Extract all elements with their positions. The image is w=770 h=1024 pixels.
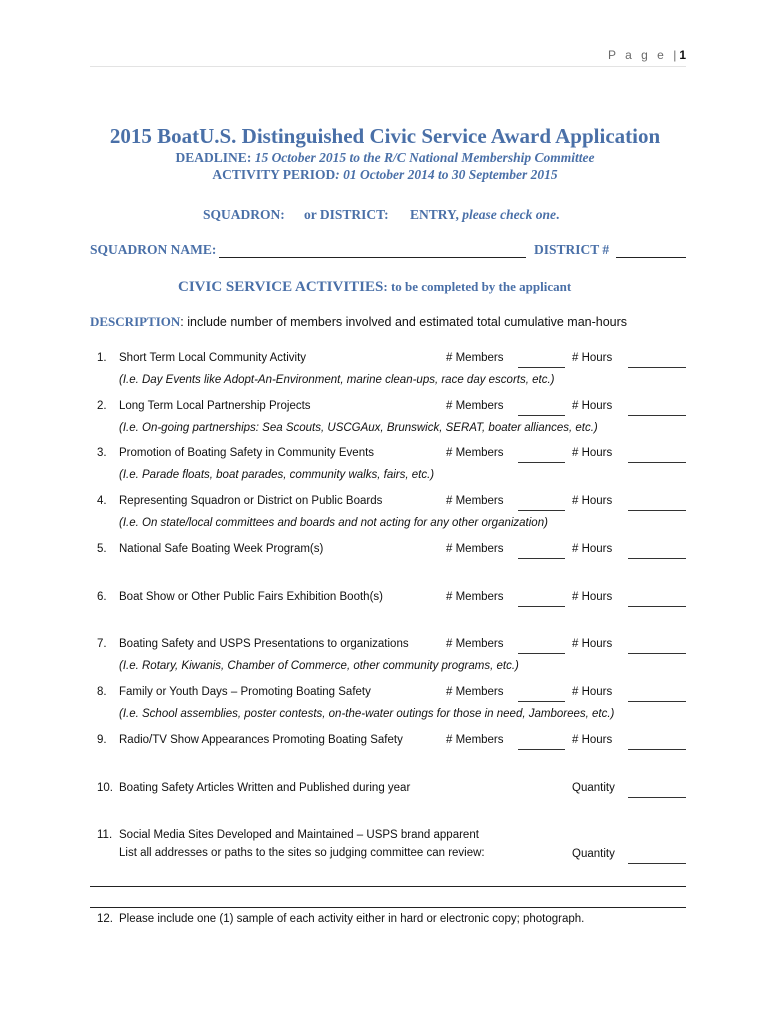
page-separator: |	[673, 48, 680, 62]
members-field[interactable]	[518, 653, 565, 654]
hours-label: # Hours	[572, 495, 613, 507]
section-heading	[178, 279, 571, 296]
description-text: : include number of members involved and estimated total cumulative man-hours	[180, 315, 628, 329]
members-field[interactable]	[518, 558, 565, 559]
item10-quantity-label: Quantity	[572, 782, 615, 794]
members-label: # Members	[446, 686, 504, 698]
activity-number: 5.	[97, 543, 107, 555]
item11-quantity-field[interactable]	[628, 863, 686, 864]
item11-number: 11.	[97, 829, 113, 841]
district-number-field[interactable]	[616, 257, 686, 258]
members-field[interactable]	[518, 749, 565, 750]
squadron-name-label: SQUADRON NAME:	[90, 242, 217, 257]
hours-label: # Hours	[572, 638, 613, 650]
activity-period-text: 01 October 2014 to 30 September 2015	[343, 167, 558, 182]
district-number-label: DISTRICT #	[534, 242, 610, 257]
hours-field[interactable]	[628, 367, 686, 368]
activity-number: 9.	[97, 734, 107, 746]
members-field[interactable]	[518, 415, 565, 416]
item10-number: 10.	[97, 782, 113, 794]
item12-number: 12.	[97, 913, 113, 925]
hours-field[interactable]	[628, 462, 686, 463]
item10-quantity-field[interactable]	[628, 797, 686, 798]
page-title: 2015 BoatU.S. Distinguished Civic Service Award Application	[109, 124, 661, 148]
squadron-option[interactable]: SQUADRON:	[203, 207, 285, 222]
section-subtitle: : to be completed by the applicant	[383, 279, 572, 294]
activity-example: (I.e. Parade floats, boat parades, community walks, fairs, etc.)	[119, 469, 435, 481]
entry-hint: please check one	[462, 207, 557, 222]
members-field[interactable]	[518, 510, 565, 511]
activity-label: Family or Youth Days – Promoting Boating Safety	[119, 686, 371, 698]
deadline-label: DEADLINE	[175, 150, 247, 165]
members-label: # Members	[446, 400, 504, 412]
entry-end: .	[556, 207, 560, 222]
deadline-colon: :	[246, 150, 252, 165]
members-field[interactable]	[518, 701, 565, 702]
members-label: # Members	[446, 591, 504, 603]
entry-instruction	[410, 207, 559, 223]
item11-label: Social Media Sites Developed and Maintained – USPS brand apparent	[119, 829, 479, 841]
site-address-field[interactable]	[90, 886, 686, 887]
deadline-line	[0, 150, 770, 166]
activity-example: (I.e. On state/local committees and boards and not acting for any other organization)	[119, 517, 548, 529]
deadline-text: 15 October 2015 to the R/C National Membership Committee	[254, 150, 595, 165]
activity-label: Short Term Local Community Activity	[119, 352, 307, 364]
members-field[interactable]	[518, 606, 565, 607]
page-label: P a g e	[608, 48, 667, 62]
page-number-header	[608, 48, 686, 62]
hours-field[interactable]	[628, 606, 686, 607]
hours-label: # Hours	[572, 352, 613, 364]
members-field[interactable]	[518, 367, 565, 368]
members-label: # Members	[446, 638, 504, 650]
activity-number: 4.	[97, 495, 107, 507]
activity-example: (I.e. Rotary, Kiwanis, Chamber of Commerce, other community programs, etc.)	[119, 660, 519, 672]
members-label: # Members	[446, 495, 504, 507]
hours-field[interactable]	[628, 653, 686, 654]
hours-field[interactable]	[628, 701, 686, 702]
members-label: # Members	[446, 543, 504, 555]
section-title: CIVIC SERVICE ACTIVITIES	[178, 279, 384, 295]
entry-label: ENTRY,	[410, 207, 459, 222]
hours-field[interactable]	[628, 510, 686, 511]
activity-label: Boating Safety and USPS Presentations to organizations	[119, 638, 409, 650]
activity-label: Boat Show or Other Public Fairs Exhibition Booth(s)	[119, 591, 383, 603]
activity-period-label: ACTIVITY PERIOD	[212, 167, 336, 182]
hours-label: # Hours	[572, 686, 613, 698]
page-number: 1	[679, 48, 686, 62]
activity-number: 1.	[97, 352, 107, 364]
activity-example: (I.e. On-going partnerships: Sea Scouts, USCGAux, Brunswick, SERAT, boater alliances, etc.)	[119, 422, 598, 434]
hours-label: # Hours	[572, 447, 613, 459]
item10-label: Boating Safety Articles Written and Published during year	[119, 782, 411, 794]
hours-field[interactable]	[628, 415, 686, 416]
item11-instructions: List all addresses or paths to the sites so judging committee can review:	[119, 847, 485, 859]
hours-label: # Hours	[572, 543, 613, 555]
activity-label: Radio/TV Show Appearances Promoting Boating Safety	[119, 734, 403, 746]
members-label: # Members	[446, 447, 504, 459]
activity-example: (I.e. School assemblies, poster contests, on-the-water outings for those in need, Jamborees, etc.)	[119, 708, 615, 720]
members-label: # Members	[446, 734, 504, 746]
item12-label: Please include one (1) sample of each activity either in hard or electronic copy; photograph.	[119, 913, 585, 925]
activity-label: Long Term Local Partnership Projects	[119, 400, 311, 412]
hours-label: # Hours	[572, 591, 613, 603]
description-label: DESCRIPTION	[90, 314, 181, 329]
members-label: # Members	[446, 352, 504, 364]
activity-number: 6.	[97, 591, 107, 603]
squadron-name-field[interactable]	[219, 257, 526, 258]
hours-label: # Hours	[572, 400, 613, 412]
activity-period-line	[0, 167, 770, 183]
members-field[interactable]	[518, 462, 565, 463]
activity-period-colon: :	[335, 167, 340, 182]
activity-number: 2.	[97, 400, 107, 412]
site-address-field[interactable]	[90, 907, 686, 908]
activity-number: 7.	[97, 638, 107, 650]
hours-field[interactable]	[628, 558, 686, 559]
hours-label: # Hours	[572, 734, 613, 746]
description-line	[90, 314, 627, 330]
activity-example: (I.e. Day Events like Adopt-An-Environment, marine clean-ups, race day escorts, etc.)	[119, 374, 555, 386]
activity-label: Representing Squadron or District on Public Boards	[119, 495, 383, 507]
activity-number: 3.	[97, 447, 107, 459]
hours-field[interactable]	[628, 749, 686, 750]
district-option[interactable]: or DISTRICT:	[304, 207, 389, 222]
activity-label: National Safe Boating Week Program(s)	[119, 543, 324, 555]
header-divider	[90, 66, 686, 67]
activity-label: Promotion of Boating Safety in Community Events	[119, 447, 375, 459]
item11-quantity-label: Quantity	[572, 848, 615, 860]
activity-number: 8.	[97, 686, 107, 698]
